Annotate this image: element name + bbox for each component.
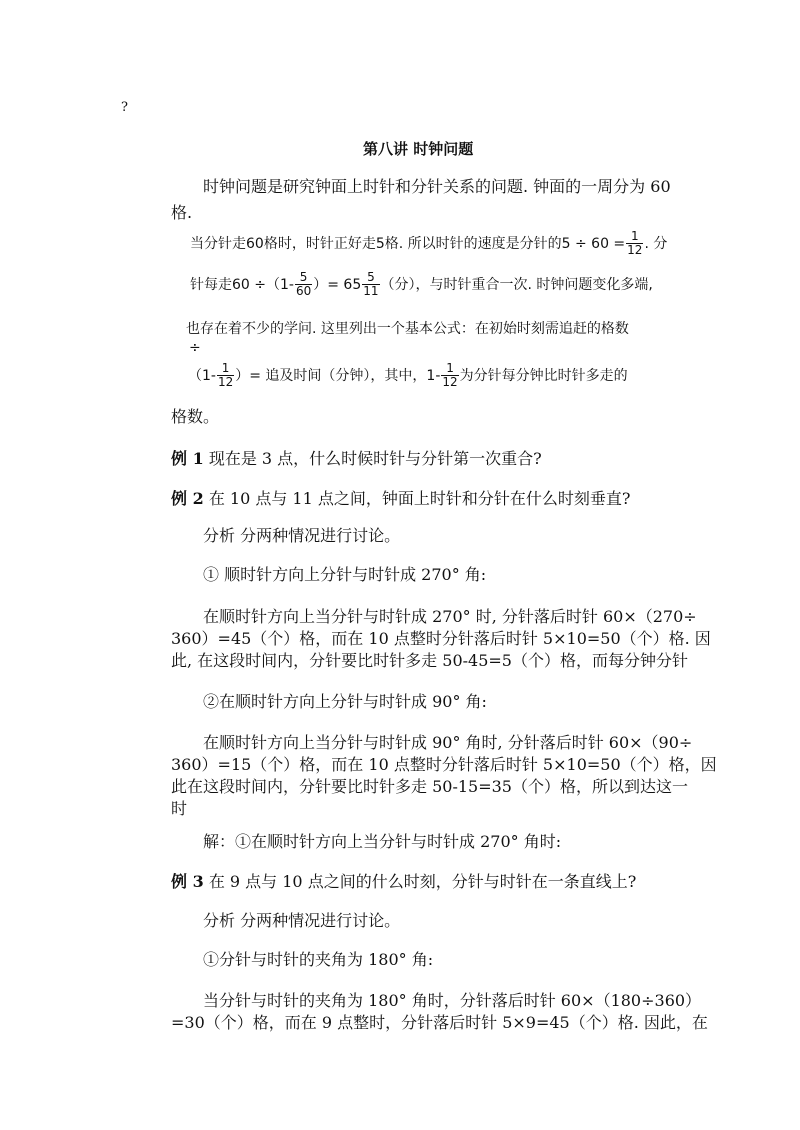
formula-text: （1- [188,367,216,384]
analysis-line: 分析 分两种情况进行讨论。 [203,911,401,930]
example-label: 例 2 [171,489,204,508]
formula-text: 针每走60 ÷（1- [190,276,294,293]
fraction-numerator: 1 [441,362,458,376]
example-label: 例 3 [171,872,204,891]
example-2 [171,489,630,509]
example-text: 在 10 点与 11 点之间，钟面上时针和分针在什么时刻垂直? [208,489,631,508]
intro-line-2: 格. [171,203,193,222]
case-2-title: ②在顺时针方向上分针与时针成 90° 角: [203,692,487,711]
analysis-line: 分析 分两种情况进行讨论。 [203,526,401,545]
formula-text: ）= 65 [313,276,362,293]
formula-text: ）= 追及时间（分钟），其中，1- [235,367,441,384]
fraction-denominator: 12 [442,375,458,389]
case-2-line-3: 此在这段时间内，分针要比时针多走 50-15=35（个）格，所以到达这一 [171,777,688,796]
case-1-line-2: 360）=45（个）格，而在 10 点整时分针落后时针 5×10=50（个）格. 因 [171,629,711,648]
fraction [441,362,458,389]
division-sign: ÷ [189,340,201,356]
fraction-numerator: 1 [217,362,234,376]
example-3 [171,872,636,892]
page-marker: ? [121,100,128,115]
fraction-denominator: 12 [217,375,234,389]
fraction-numerator: 5 [362,271,379,285]
fraction [217,362,234,389]
case-1-line-1: 当分针与时针的夹角为 180° 角时，分针落后时针 60×（180÷360） [203,991,702,1010]
case-1-line-1: 在顺时针方向上当分针与时针成 270° 时, 分针落后时针 60×（270÷ [203,607,697,626]
fraction-denominator: 12 [627,243,643,257]
case-2-line-4: 时 [171,799,188,818]
page-title: 第八讲 时钟问题 [363,140,474,158]
formula-text: 为分针每分钟比时针多走的 [459,367,628,384]
case-1-title: ① 顺时针方向上分针与时针成 270° 角: [203,565,487,584]
case-2-line-2: 360）=15（个）格，而在 10 点整时分针落后时针 5×10=50（个）格，因 [171,755,717,774]
solution-line: 解：①在顺时针方向上当分针与时针成 270° 角时: [203,832,562,851]
case-1-title: ①分针与时针的夹角为 180° 角: [203,950,434,969]
fraction-denominator: 11 [363,284,379,298]
formula-line-3: 也存在着不少的学问. 这里列出一个基本公式：在初始时刻需追赶的格数 [186,321,629,337]
case-1-line-3: 此, 在这段时间内，分针要比时针多走 50-45=5（个）格，而每分钟分针 [171,651,688,670]
fraction-numerator: 1 [626,230,643,244]
intro-line-1: 时钟问题是研究钟面上时针和分针关系的问题. 钟面的一周分为 60 [203,177,671,196]
example-1 [171,449,542,469]
case-2-line-1: 在顺时针方向上当分针与时针成 90° 角时, 分针落后时针 60×（90÷ [203,733,693,752]
fraction-denominator: 60 [295,284,312,298]
formula-text: . 分 [644,235,668,252]
case-1-line-2: =30（个）格，而在 9 点整时，分针落后时针 5×9=45（个）格. 因此，在 [171,1013,708,1032]
formula-line-2 [190,271,653,298]
formula-line-1 [190,230,667,257]
example-text: 在 9 点与 10 点之间的什么时刻，分针与时针在一条直线上? [208,872,637,891]
formula-text: 当分针走60格时，时针正好走5格. 所以时针的速度是分针的5 ÷ 60 = [190,235,626,252]
mixed-fraction [362,271,379,298]
fraction [295,271,312,298]
formula-text: （分），与时针重合一次. 时钟问题变化多端, [380,276,653,293]
example-text: 现在是 3 点，什么时候时针与分针第一次重合? [208,449,542,468]
formula-line-4 [188,362,628,389]
fraction [626,230,643,257]
fraction-numerator: 5 [295,271,312,285]
example-label: 例 1 [171,449,204,468]
intro-end: 格数。 [171,407,220,426]
